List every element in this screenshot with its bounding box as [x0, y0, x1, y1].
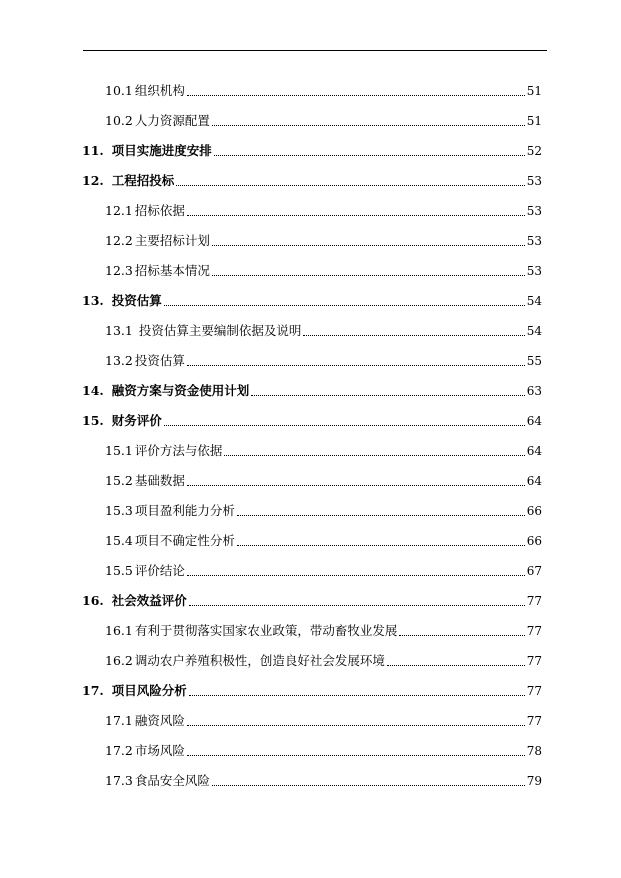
toc-entry-number: 17.	[82, 683, 104, 698]
toc-page-number: 77	[526, 624, 542, 638]
toc-entry-title: 有利于贯彻落实国家农业政策，带动畜牧业发展	[134, 623, 398, 638]
toc-entry-text	[82, 382, 249, 400]
toc-entry-text	[105, 742, 185, 760]
toc-entry[interactable]	[105, 352, 542, 370]
toc-entry-number: 17.3	[105, 773, 133, 788]
toc-dot-leader	[187, 725, 525, 726]
toc-entry-text	[105, 532, 235, 550]
toc-entry[interactable]	[82, 292, 542, 310]
toc-entry-number: 12.	[82, 173, 104, 188]
toc-dot-leader	[187, 755, 525, 756]
toc-entry-title: 社会效益评价	[111, 593, 187, 608]
toc-entry-title: 人力资源配置	[134, 113, 210, 128]
toc-page-number: 51	[526, 84, 542, 98]
toc-dot-leader	[187, 215, 525, 216]
toc-entry-text	[105, 472, 185, 490]
toc-entry-text	[82, 592, 187, 610]
toc-page-number: 77	[526, 714, 542, 728]
toc-entry-number: 12.2	[105, 233, 133, 248]
toc-entry-title: 组织机构	[134, 83, 185, 98]
toc-entry-title: 招标依据	[134, 203, 185, 218]
toc-entry[interactable]	[105, 472, 542, 490]
toc-dot-leader	[237, 545, 525, 546]
toc-entry-title: 招标基本情况	[134, 263, 210, 278]
toc-entry[interactable]	[105, 322, 542, 340]
toc-entry-title: 市场风险	[134, 743, 185, 758]
toc-entry-text	[105, 112, 210, 130]
toc-entry-text	[82, 292, 162, 310]
toc-entry-number: 17.2	[105, 743, 133, 758]
toc-entry-text	[82, 172, 174, 190]
toc-entry-title: 基础数据	[134, 473, 185, 488]
toc-entry[interactable]	[82, 142, 542, 160]
toc-entry-text	[82, 412, 162, 430]
toc-entry-text	[105, 622, 397, 640]
toc-entry-text	[82, 142, 212, 160]
toc-entry-title: 主要招标计划	[134, 233, 210, 248]
toc-entry-number: 16.2	[105, 653, 133, 668]
toc-entry[interactable]	[105, 712, 542, 730]
toc-dot-leader	[237, 515, 525, 516]
toc-entry[interactable]	[82, 682, 542, 700]
toc-entry-number: 17.1	[105, 713, 133, 728]
toc-dot-leader	[189, 695, 525, 696]
toc-entry[interactable]	[82, 412, 542, 430]
toc-entry-number: 15.5	[105, 563, 133, 578]
toc-entry[interactable]	[105, 442, 542, 460]
toc-entry[interactable]	[105, 262, 542, 280]
toc-entry-number: 15.1	[105, 443, 133, 458]
toc-entry-title: 投资估算主要编制依据及说明	[134, 323, 302, 338]
toc-dot-leader	[164, 425, 525, 426]
toc-entry-number: 13.2	[105, 353, 133, 368]
toc-dot-leader	[212, 125, 525, 126]
toc-page-number: 66	[526, 534, 542, 548]
toc-entry-text	[105, 232, 210, 250]
toc-dot-leader	[303, 335, 524, 336]
toc-entry-title: 食品安全风险	[134, 773, 210, 788]
toc-dot-leader	[399, 635, 524, 636]
toc-entry-text	[105, 442, 222, 460]
toc-entry[interactable]	[105, 202, 542, 220]
toc-entry[interactable]	[82, 382, 542, 400]
toc-page-number: 53	[526, 204, 542, 218]
toc-page-number: 77	[526, 594, 542, 608]
toc-entry[interactable]	[82, 172, 542, 190]
toc-dot-leader	[251, 395, 524, 396]
toc-entry-number: 14.	[82, 383, 104, 398]
toc-page-number: 55	[526, 354, 542, 368]
toc-page-number: 51	[526, 114, 542, 128]
toc-page-number: 64	[526, 444, 542, 458]
toc-page-number: 67	[526, 564, 542, 578]
toc-entry-title: 工程招投标	[111, 173, 175, 188]
toc-entry-title: 评价结论	[134, 563, 185, 578]
toc-page-number: 64	[526, 474, 542, 488]
toc-entry-number: 15.	[82, 413, 104, 428]
toc-dot-leader	[164, 305, 525, 306]
toc-entry[interactable]	[105, 742, 542, 760]
toc-entry-text	[105, 712, 185, 730]
toc-entry-text	[105, 502, 235, 520]
toc-entry-number: 12.1	[105, 203, 133, 218]
toc-page-number: 78	[526, 744, 542, 758]
toc-page-number: 66	[526, 504, 542, 518]
toc-dot-leader	[187, 575, 525, 576]
toc-dot-leader	[212, 245, 525, 246]
toc-entry-title: 项目风险分析	[111, 683, 187, 698]
toc-page-number: 53	[526, 264, 542, 278]
toc-page-number: 53	[526, 174, 542, 188]
toc-entry-number: 15.3	[105, 503, 133, 518]
toc-entry[interactable]	[105, 502, 542, 520]
toc-entry[interactable]	[105, 622, 542, 640]
toc-entry[interactable]	[105, 562, 542, 580]
toc-entry[interactable]	[105, 112, 542, 130]
toc-entry-number: 16.1	[105, 623, 133, 638]
toc-page-number: 54	[526, 324, 542, 338]
toc-entry-text	[105, 322, 301, 340]
toc-entry-text	[105, 652, 385, 670]
toc-page-number: 63	[526, 384, 542, 398]
toc-dot-leader	[187, 485, 525, 486]
toc-entry-text	[82, 682, 187, 700]
toc-dot-leader	[212, 785, 525, 786]
toc-entry[interactable]	[105, 532, 542, 550]
toc-entry-title: 调动农户养殖积极性，创造良好社会发展环境	[134, 653, 385, 668]
toc-dot-leader	[176, 185, 524, 186]
toc-entry-number: 10.1	[105, 83, 133, 98]
toc-dot-leader	[387, 665, 525, 666]
toc-entry-text	[105, 262, 210, 280]
toc-entry-text	[105, 562, 185, 580]
toc-page-number: 52	[526, 144, 542, 158]
toc-entry-title: 项目不确定性分析	[134, 533, 235, 548]
toc-entry-text	[105, 352, 185, 370]
toc-entry-number: 13.	[82, 293, 104, 308]
toc-dot-leader	[187, 365, 525, 366]
toc-entry-title: 评价方法与依据	[134, 443, 223, 458]
toc-entry[interactable]	[82, 592, 542, 610]
toc-entry-number: 15.4	[105, 533, 133, 548]
toc-entry-number: 16.	[82, 593, 104, 608]
toc-entry-number: 11.	[82, 143, 104, 158]
toc-entry-number: 12.3	[105, 263, 133, 278]
toc-entry-text	[105, 772, 210, 790]
toc-entry-text	[105, 82, 185, 100]
toc-entry-title: 融资风险	[134, 713, 185, 728]
toc-page-number: 77	[526, 654, 542, 668]
toc-entry[interactable]	[105, 652, 542, 670]
toc-entry[interactable]	[105, 772, 542, 790]
toc-dot-leader	[187, 95, 525, 96]
toc-page-number: 77	[526, 684, 542, 698]
toc-page-number: 79	[526, 774, 542, 788]
toc-entry-number: 10.2	[105, 113, 133, 128]
toc-entry-title: 投资估算	[111, 293, 162, 308]
toc-page-number: 54	[526, 294, 542, 308]
toc-page-number: 53	[526, 234, 542, 248]
toc-entry-number: 13.1	[105, 323, 133, 338]
toc-entry-title: 项目盈利能力分析	[134, 503, 235, 518]
toc-entry-title: 投资估算	[134, 353, 185, 368]
toc-dot-leader	[214, 155, 525, 156]
toc-entry[interactable]	[105, 82, 542, 100]
toc-entry-title: 项目实施进度安排	[111, 143, 212, 158]
toc-page-number: 64	[526, 414, 542, 428]
toc-entry-title: 财务评价	[111, 413, 162, 428]
toc-dot-leader	[212, 275, 525, 276]
toc-dot-leader	[189, 605, 525, 606]
toc-entry[interactable]	[105, 232, 542, 250]
toc-dot-leader	[224, 455, 524, 456]
toc-entry-title: 融资方案与资金使用计划	[111, 383, 250, 398]
toc-entry-number: 15.2	[105, 473, 133, 488]
toc-entry-text	[105, 202, 185, 220]
